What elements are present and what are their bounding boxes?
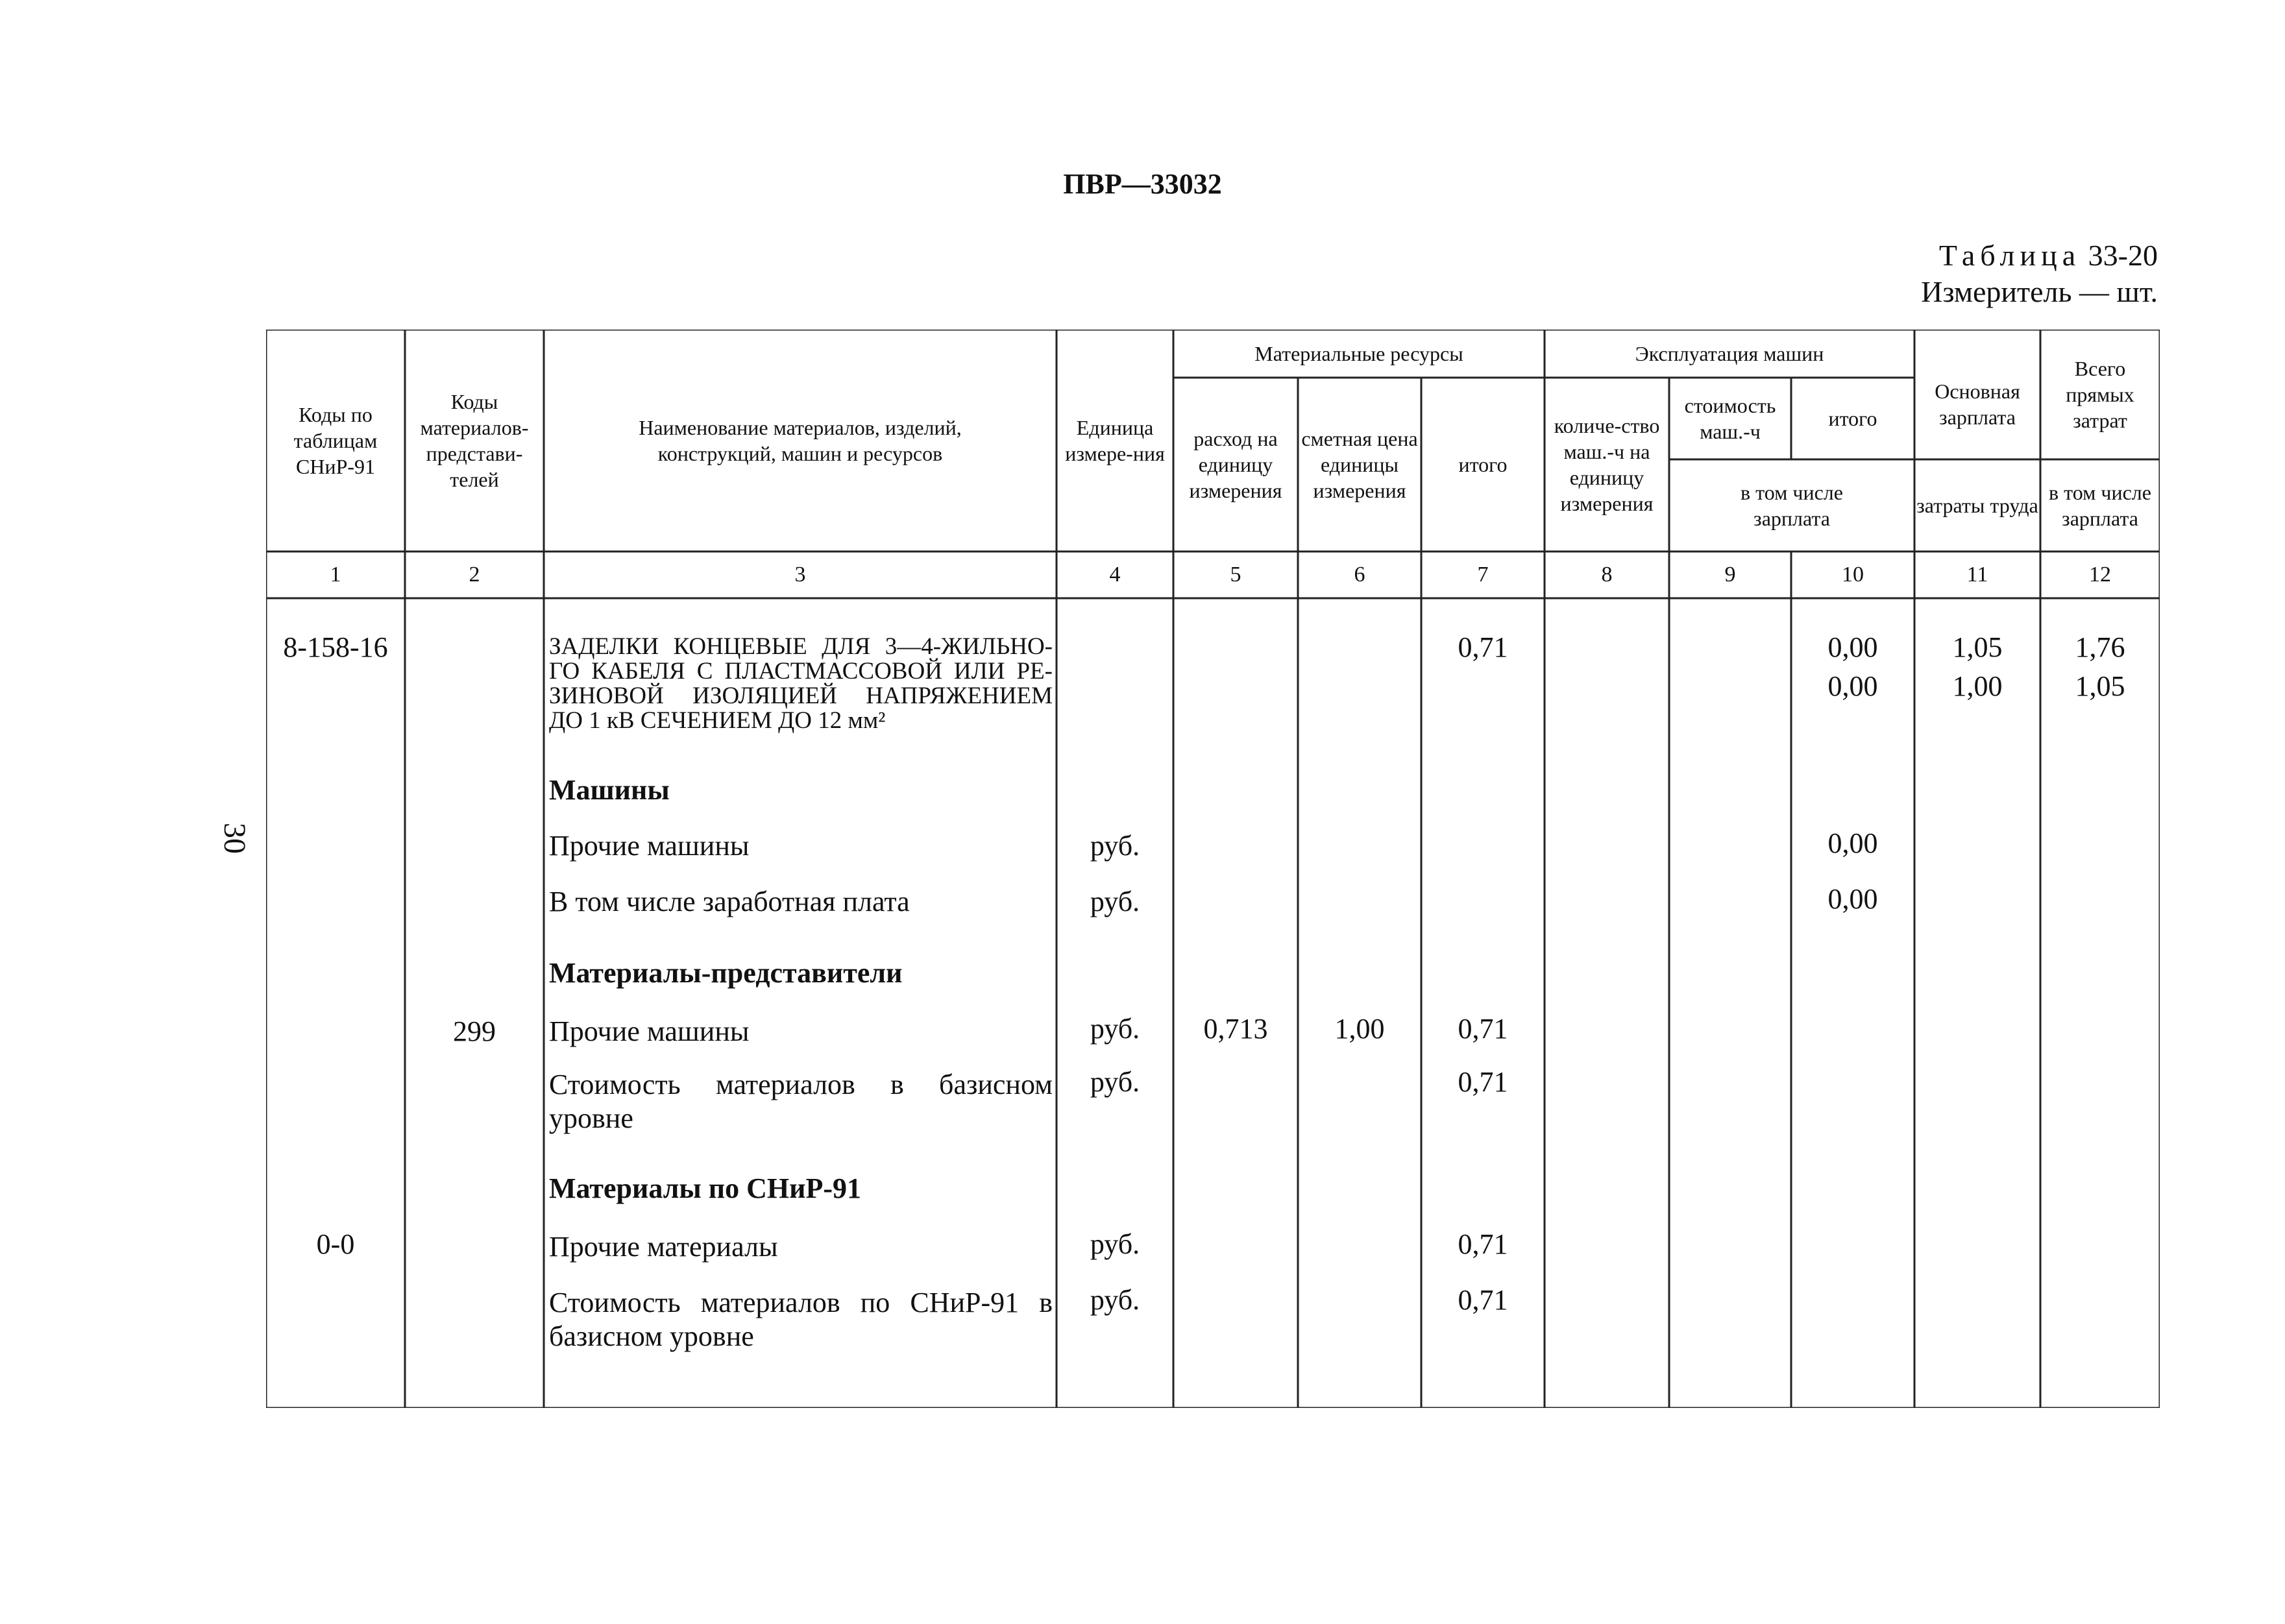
row-rep-cost-total: 0,71 <box>1458 1066 1508 1098</box>
header-group-machines: Эксплуатация машин <box>1635 342 1824 365</box>
header-machines-salary: в том числе зарплата <box>1741 481 1843 530</box>
column-number: 8 <box>1601 563 1613 587</box>
row-rep-cost-name: Стоимость материалов в базисном уровне <box>549 1069 1053 1134</box>
row-machines-salary-unit: руб. <box>1090 886 1140 917</box>
column-number: 1 <box>330 563 341 587</box>
row-snip-item-name: Прочие материалы <box>549 1231 778 1263</box>
header-total-direct: Всего прямых затрат <box>2066 357 2134 432</box>
header-materials-total: итого <box>1458 453 1508 476</box>
main-item-materials-total: 0,71 <box>1458 631 1508 663</box>
row-rep-item-total: 0,71 <box>1458 1013 1508 1045</box>
main-item-machines-total: 0,00 <box>1827 631 1878 663</box>
row-rep-item-code: 299 <box>453 1015 496 1047</box>
header-total-salary: в том числе зарплата <box>2049 481 2151 530</box>
header-material-codes: Коды материалов-представи-телей <box>420 390 529 491</box>
document-title: ПВР—33032 <box>1063 168 1222 200</box>
table-number <box>1921 237 2158 274</box>
main-item-name-line: ЗАДЕЛКИ КОНЦЕВЫЕ ДЛЯ 3—4-ЖИЛЬНО- <box>549 633 1053 660</box>
row-other-machines-name: Прочие машины <box>549 830 750 862</box>
row-machines-salary-total: 0,00 <box>1827 883 1878 915</box>
page-number: 30 <box>217 823 252 854</box>
main-item-code: 8-158-16 <box>283 631 388 663</box>
main-item-name-line: ГО КАБЕЛЯ С ПЛАСТМАССОВОЙ ИЛИ РЕ- <box>549 658 1053 685</box>
row-snip-item-code: 0-0 <box>316 1228 355 1260</box>
column-number: 2 <box>469 563 480 587</box>
header-unit: Единица измере-ния <box>1065 416 1165 465</box>
row-rep-item-name: Прочие машины <box>549 1015 750 1047</box>
column-number: 7 <box>1477 563 1489 587</box>
header-price: сметная цена единицы измерения <box>1301 427 1418 502</box>
main-item-name-line: ДО 1 кВ СЕЧЕНИЕМ ДО 12 мм² <box>549 707 886 734</box>
resource-table <box>266 330 2160 1408</box>
main-item-total-direct: 1,76 <box>2075 631 2125 663</box>
section-materials-snip: Материалы по СНиР-91 <box>549 1172 862 1204</box>
main-item-name-line: ЗИНОВОЙ ИЗОЛЯЦИЕЙ НАПРЯЖЕНИЕМ <box>549 683 1053 709</box>
main-item-machines-salary: 0,00 <box>1827 670 1878 702</box>
header-snip-codes: Коды по таблицам СНиР-91 <box>293 403 378 478</box>
row-rep-cost-unit: руб. <box>1090 1066 1140 1098</box>
row-snip-cost-unit: руб. <box>1090 1284 1140 1316</box>
table-caption <box>1921 237 2158 310</box>
header-machine-hours: количе-ство маш.-ч на единицу измерения <box>1554 414 1660 515</box>
header-labor: затраты труда <box>1916 494 2038 517</box>
row-rep-item-unit: руб. <box>1090 1013 1140 1045</box>
table-word: Таблица <box>1938 239 2081 272</box>
row-snip-item-unit: руб. <box>1090 1228 1140 1260</box>
row-rep-item-consumption: 0,713 <box>1203 1013 1268 1045</box>
column-number: 11 <box>1966 563 1988 587</box>
main-item-total-salary: 1,05 <box>2075 670 2125 702</box>
row-other-machines-total: 0,00 <box>1827 827 1878 859</box>
header-base-salary: Основная зарплата <box>1935 380 2020 429</box>
column-number: 5 <box>1230 563 1241 587</box>
row-rep-item-price: 1,00 <box>1334 1013 1385 1045</box>
row-snip-cost-total: 0,71 <box>1458 1284 1508 1316</box>
column-number: 4 <box>1109 563 1121 587</box>
column-number: 10 <box>1842 563 1864 587</box>
row-snip-item-total: 0,71 <box>1458 1228 1508 1260</box>
column-number: 12 <box>2089 563 2111 587</box>
main-item-base-salary: 1,05 <box>1952 631 2003 663</box>
column-number: 9 <box>1724 563 1736 587</box>
unit-line: Измеритель — шт. <box>1921 275 2158 308</box>
row-other-machines-unit: руб. <box>1090 830 1140 862</box>
header-machines-total: итого <box>1828 407 1877 430</box>
section-materials-representatives: Материалы-представители <box>549 957 903 989</box>
main-item-name <box>549 635 1053 733</box>
column-number: 6 <box>1354 563 1365 587</box>
row-machines-salary-name: В том числе заработная плата <box>549 886 910 917</box>
table-num: 33-20 <box>2088 239 2158 272</box>
header-group-materials: Материальные ресурсы <box>1254 342 1463 365</box>
row-snip-cost-name: Стоимость материалов по СНиР-91 в базисном уровне <box>549 1287 1053 1352</box>
section-machines: Машины <box>549 774 670 806</box>
main-item-labor: 1,00 <box>1952 670 2003 702</box>
header-consumption: расход на единицу измерения <box>1189 427 1282 502</box>
header-name: Наименование материалов, изделий, конструкций, машин и ресурсов <box>639 416 962 465</box>
column-number: 3 <box>794 563 806 587</box>
header-machine-hour-cost: стоимость маш.-ч <box>1684 394 1776 443</box>
